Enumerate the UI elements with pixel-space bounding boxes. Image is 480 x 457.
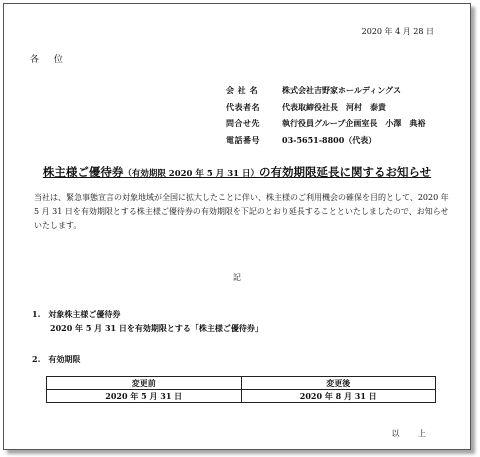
table-cell-before: 2020 年 5 月 31 日 — [47, 390, 242, 403]
sender-row-representative — [226, 99, 425, 116]
validity-table — [46, 376, 436, 403]
sender-value: 株式会社吉野家ホールディングス — [282, 85, 401, 95]
sender-key: 代表者名 — [226, 101, 260, 112]
sender-block — [226, 82, 425, 148]
table-cell-after: 2020 年 8 月 31 日 — [241, 390, 436, 403]
sender-value: 代表取締役社長 河村 泰貴 — [282, 101, 386, 112]
document-page — [3, 3, 471, 450]
section-2-heading: 2. 有効期限 — [32, 354, 81, 364]
sender-key: 電話番号 — [226, 134, 260, 145]
closing-mark: 以 上 — [391, 429, 434, 438]
title-paren: （有効期限 2020 年 5 月 31 日） — [123, 169, 259, 179]
table-header-row — [47, 377, 436, 390]
body-paragraph: 当社は、緊急事態宣言の対象地域が全国に拡大したことに伴い、株主様のご利用機会の確保を目的として、2020 年 5 月 31 日を有効期限とする株主様ご優待券の有効期限を下記のとおり延長することといたしましたので、お知らせいたします。 — [34, 193, 449, 230]
table-row — [47, 390, 436, 403]
table-header-after: 変更後 — [241, 377, 436, 390]
addressee: 各 位 — [30, 55, 69, 65]
section-1-detail: 2020 年 5 月 31 日を有効期限とする「株主様ご優待券」 — [50, 323, 263, 333]
sender-row-phone — [226, 132, 425, 149]
sender-value: 執行役員グループ企画室長 小澤 典裕 — [282, 118, 426, 128]
title-suffix: の有効期限延長に関するお知らせ — [259, 165, 432, 179]
sender-key: 問合せ先 — [226, 118, 260, 128]
document-date: 2020 年 4 月 28 日 — [361, 27, 434, 36]
sender-value: 03-5651-8800（代表） — [282, 134, 377, 145]
ki-marker: 記 — [233, 273, 241, 282]
section-1-heading: 1. 対象株主様ご優待券 — [32, 309, 121, 319]
sender-row-company — [226, 82, 425, 99]
sender-key: 会 社 名 — [226, 85, 259, 95]
sender-row-contact — [226, 115, 425, 132]
document-title — [4, 164, 470, 180]
title-main: 株主様ご優待券 — [42, 165, 124, 179]
table-header-before: 変更前 — [47, 377, 242, 390]
